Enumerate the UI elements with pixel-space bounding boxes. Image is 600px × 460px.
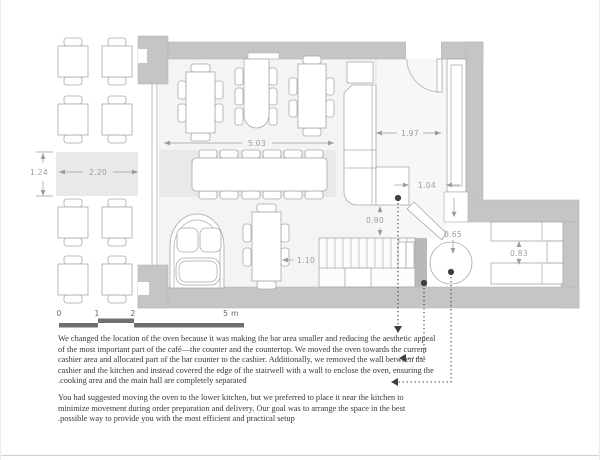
scale-segment [98, 319, 134, 324]
annotation-notes [58, 334, 438, 431]
oven-location-dot [395, 195, 401, 201]
note-paragraph-1 [58, 334, 438, 387]
note-line: minimize movement during order preparation and delivery. Our goal was to arrange the space in the best [58, 403, 406, 413]
svg-text:5.03: 5.03 [247, 139, 267, 148]
window-left [152, 84, 157, 265]
window-top [248, 53, 279, 59]
wall-notch-bottom [138, 282, 149, 295]
wall-top [168, 42, 406, 59]
scale-segment [134, 323, 244, 328]
note-line: .possible way to provide you with the most efficient and practical setup [58, 414, 295, 424]
dim-kitchen-aisle [510, 241, 528, 265]
stairwell-wall-dot [421, 280, 427, 286]
wall-counter-right [444, 59, 468, 222]
armchair [177, 228, 198, 252]
svg-text:1.97: 1.97 [400, 129, 420, 138]
scale-segment [59, 323, 98, 328]
wall-bottom [138, 287, 579, 308]
page-bottom-rule [1, 455, 599, 456]
booth-seating [170, 214, 224, 288]
svg-text:0.90: 0.90 [365, 216, 385, 225]
kitchen-counter-upper [491, 222, 563, 241]
svg-text:0.83: 0.83 [509, 249, 529, 258]
door-leaf [437, 59, 442, 92]
armchair [200, 228, 221, 252]
wall-right-upper [466, 42, 483, 215]
svg-text:1.24: 1.24 [29, 168, 49, 177]
long-table-12-seats [192, 150, 327, 199]
hall-tables-top [178, 56, 334, 141]
note-line: cashier and the kitchen and instead covered the edge of the stairwell with a wall to enclose the oven, ensuring the [58, 365, 434, 375]
note-line: .cooking area and the main hall are completely separated [58, 376, 247, 386]
table [58, 264, 88, 295]
counter-cabinet [347, 62, 373, 83]
note-line: cashier area and allocated part of the bar counter to the cashier. Additionally, we removed the wall between the [58, 355, 426, 365]
door-opening [406, 36, 441, 59]
table [102, 104, 132, 135]
stairwell-enclosure-wall [415, 238, 427, 287]
table-6-seats [235, 59, 277, 128]
table [102, 207, 132, 238]
table [102, 264, 132, 295]
note-paragraph-2 [58, 393, 438, 425]
svg-text:2: 2 [130, 309, 136, 318]
leader-arrow-down-icon [394, 326, 402, 333]
table [58, 46, 88, 77]
note-line: You had suggested moving the oven to the lower kitchen, but we preferred to place it near the kitchen to [58, 392, 404, 402]
note-line: We changed the location of the oven because it was making the bar area smaller and reducing the aesthetic appeal [58, 334, 436, 343]
scale-bar [56, 309, 244, 328]
staircase [319, 238, 415, 287]
svg-text:2.20: 2.20 [88, 168, 108, 177]
svg-text:5 m: 5 m [223, 309, 239, 318]
table [58, 104, 88, 135]
dim-bench-depth [30, 152, 53, 196]
table [102, 46, 132, 77]
stair-landing [345, 268, 371, 287]
kitchen-counter-connector [547, 241, 563, 263]
kitchen-counter-lower [491, 263, 563, 284]
svg-text:0: 0 [56, 309, 62, 318]
svg-text:1.04: 1.04 [417, 181, 437, 190]
svg-text:0.65: 0.65 [443, 230, 463, 239]
svg-text:1: 1 [94, 309, 100, 318]
wall-kitchen-top [466, 200, 579, 222]
svg-text:1.10: 1.10 [297, 256, 316, 265]
oven-circle-dot [448, 269, 454, 275]
table [58, 207, 88, 238]
note-line: of the most important part of the café—the counter and the countertop. We moved the oven towards the current [58, 344, 427, 354]
wall-notch-top [138, 49, 147, 63]
kitchen-passage [444, 192, 468, 222]
